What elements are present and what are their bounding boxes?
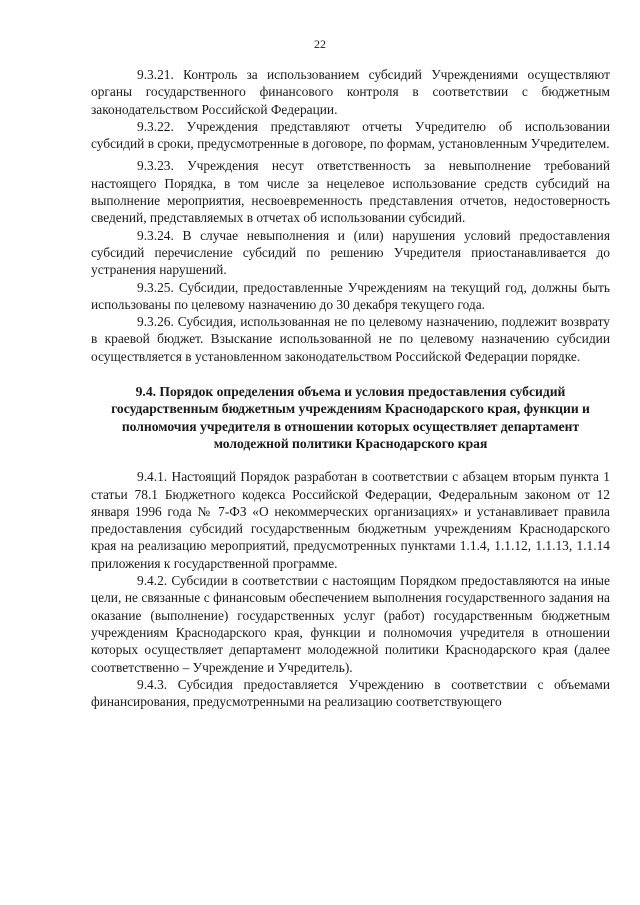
- paragraph-9-3-25: 9.3.25. Субсидии, предоставленные Учреждениям на текущий год, должны быть использованы по целевому назначению до 30 декабря текущего года.: [91, 279, 610, 312]
- paragraph-9-4-2: 9.4.2. Субсидии в соответствии с настоящим Порядком предоставляются на иные цели, не связанные с финансовым обеспечением выполнения государственного задания на оказание (выполнение) государственных услуг (работ) государственным бюджетным учреждениям Краснодарского края, функции и полномочия учредителя в отношении которых осуществляет департамент молодежной политики Краснодарского края (далее соответственно – Учреждение и Учредитель).: [91, 573, 610, 675]
- paragraph-9-4-1: 9.4.1. Настоящий Порядок разработан в соответствии с абзацем вторым пункта 1 статьи 78.1 Бюджетного кодекса Российской Федерации, Федеральным законом от 12 января 1996 года № 7-ФЗ «О некоммерческих организациях» и устанавливает правила предоставления субсидий государственным бюджетным учреждениям Краснодарского края на реализацию мероприятий, предусмотренных пунктами 1.1.4, 1.1.12, 1.1.13, 1.1.14 приложения к государственной программе.: [91, 469, 610, 571]
- paragraph-9-4-3: 9.4.3. Субсидия предоставляется Учреждению в соответствии с объемами финансирования, предусмотренными на реализацию соответствующего: [91, 676, 610, 710]
- section-heading-9-4: 9.4. Порядок определения объема и условия предоставления субсидий государственным бюджетным учреждениям Краснодарского края, функции и полномочия учредителя в отношении которых осуществляет департамент молодежной политики Краснодарского края: [111, 384, 590, 451]
- text-column: [91, 66, 610, 710]
- paragraph-9-3-26: 9.3.26. Субсидия, использованная не по целевому назначению, подлежит возврату в краевой бюджет. Взыскание использованной не по целевому назначению субсидии осуществляется в установленном законодательством Российской Федерации порядке.: [91, 314, 610, 364]
- paragraph-9-3-24: 9.3.24. В случае невыполнения и (или) нарушения условий предоставления субсидий перечисление субсидий по решению Учредителя приостанавливается до устранения нарушений.: [91, 227, 610, 278]
- page-number: 22: [314, 37, 326, 51]
- paragraph-9-3-22: 9.3.22. Учреждения представляют отчеты Учредителю об использовании субсидий в сроки, предусмотренные в договоре, по формам, установленным Учредителем.: [91, 118, 610, 152]
- paragraph-9-3-21: 9.3.21. Контроль за использованием субсидий Учреждениями осуществляют органы государственного финансового контроля в соответствии с бюджетным законодательством Российской Федерации.: [91, 67, 610, 117]
- paragraph-9-3-23: 9.3.23. Учреждения несут ответственность за невыполнение требований настоящего Порядка, в том числе за нецелевое использование средств субсидий на выполнение мероприятия, несвоевременность представления отчетов, недостоверность сведений, представляемых в отчетах об использовании субсидий.: [91, 158, 610, 226]
